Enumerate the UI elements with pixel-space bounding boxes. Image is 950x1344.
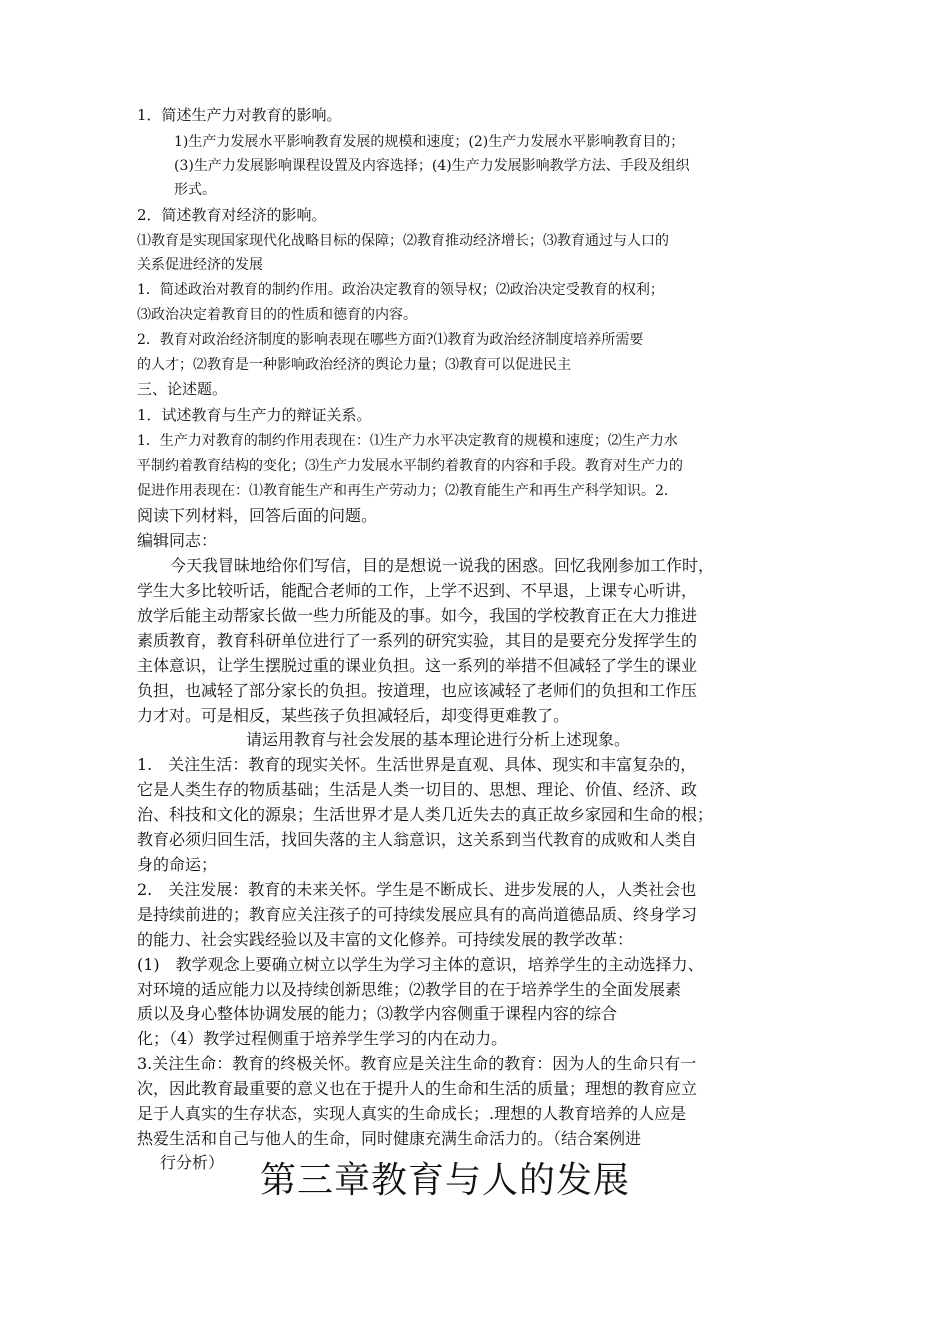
answer-line: 化；（4）教学过程侧重于培养学生学习的内在动力。 (137, 1029, 508, 1048)
answer-line: 的能力、社会实践经验以及丰富的文化修养。可持续发展的教学改革： (137, 930, 634, 949)
answer-line: 身的命运； (137, 855, 218, 874)
letter-salutation: 编辑同志： (137, 531, 218, 550)
letter-line: 放学后能主动帮家长做一些力所能及的事。如今，我国的学校教育正在大力推进 (137, 606, 698, 625)
answer-line: 行分析） (160, 1153, 225, 1172)
answer-line: 形式。 (174, 182, 216, 198)
answer-line: 阅读下列材料，回答后面的问题。 (137, 506, 378, 525)
letter-line: 素质教育，教育科研单位进行了一系列的研究实验，其目的是要充分发挥学生的 (137, 631, 698, 650)
answer-line: 治、科技和文化的源泉；生活世界才是人类几近失去的真正故乡家园和生命的根； (137, 805, 714, 824)
answer-line: 质以及身心整体协调发展的能力；⑶教学内容侧重于课程内容的综合 (137, 1004, 618, 1023)
question-heading: 2．简述教育对经济的影响。 (137, 206, 327, 224)
answer-line: 促进作用表现在：⑴教育能生产和再生产劳动力；⑵教育能生产和再生产科学知识。2． (137, 483, 678, 499)
answer-line: 对环境的适应能力以及持续创新思维；⑵教学目的在于培养学生的全面发展素 (137, 980, 682, 999)
answer-line: (3)生产力发展影响课程设置及内容选择；(4)生产力发展影响教学方法、手段及组织 (174, 158, 690, 174)
answer-line: 是持续前进的；教育应关注孩子的可持续发展应具有的高尚道德品质、终身学习 (137, 905, 698, 924)
answer-line: 平制约着教育结构的变化；⑶生产力发展水平制约着教育的内容和手段。教育对生产力的 (137, 458, 683, 474)
letter-line: 今天我冒昧地给你们写信，目的是想说一说我的困惑。回忆我刚参加工作时， (170, 556, 715, 575)
answer-line: 1．简述政治对教育的制约作用。政治决定教育的领导权；⑵政治决定受教育的权利； (137, 282, 664, 298)
question-heading: 1．试述教育与生产力的辩证关系。 (137, 406, 372, 424)
answer-line: 1)生产力发展水平影响教育发展的规模和速度；(2)生产力发展水平影响教育目的； (174, 134, 685, 150)
answer-line: ⑶政治决定着教育目的的性质和德育的内容。 (137, 307, 417, 323)
chapter-title: 第三章教育与人的发展 (260, 1160, 631, 1201)
answer-line: 1．生产力对教育的制约作用表现在：⑴生产力水平决定教育的规模和速度；⑵生产力水 (137, 433, 678, 449)
answer-line: 的人才；⑵教育是一种影响政治经济的舆论力量；⑶教育可以促进民主 (137, 357, 571, 373)
section-heading: 三、论述题。 (137, 380, 228, 398)
letter-line: 主体意识，让学生摆脱过重的课业负担。这一系列的举措不但减轻了学生的课业 (137, 656, 698, 675)
answer-line: (1) 教学观念上要确立树立以学生为学习主体的意识，培养学生的主动选择力、 (137, 955, 704, 974)
answer-line: 足于人真实的生存状态，实现人真实的生命成长；.理想的人教育培养的人应是 (137, 1104, 687, 1123)
letter-line: 力才对。可是相反，某些孩子负担减轻后，却变得更难教了。 (137, 706, 570, 725)
letter-line: 学生大多比较听话，能配合老师的工作，上学不迟到、不早退，上课专心听讲， (137, 581, 698, 600)
question-heading: 1．简述生产力对教育的影响。 (137, 106, 342, 124)
answer-line: 3.关注生命：教育的终极关怀。教育应是关注生命的教育：因为人的生命只有一 (137, 1054, 697, 1073)
answer-line: 2．教育对政治经济制度的影响表现在哪些方面?⑴教育为政治经济制度培养所需要 (137, 332, 644, 348)
answer-line: 教育必须归回生活，找回失落的主人翁意识，这关系到当代教育的成败和人类自 (137, 830, 698, 849)
answer-line: 2. 关注发展：教育的未来关怀。学生是不断成长、进步发展的人，人类社会也 (137, 880, 697, 899)
answer-line: 1. 关注生活：教育的现实关怀。生活世界是直观、具体、现实和丰富复杂的， (137, 755, 697, 774)
answer-line: 次，因此教育最重要的意义也在于提升人的生命和生活的质量；理想的教育应立 (137, 1079, 698, 1098)
answer-line: ⑴教育是实现国家现代化战略目标的保障；⑵教育推动经济增长；⑶教育通过与人口的 (137, 233, 669, 249)
answer-line: 热爱生活和自己与他人的生命，同时健康充满生命活力的。（结合案例进 (137, 1129, 642, 1148)
answer-line: 它是人类生存的物质基础；生活是人类一切目的、思想、理论、价值、经济、政 (137, 780, 698, 799)
answer-line: 关系促进经济的发展 (137, 257, 263, 273)
analysis-prompt: 请运用教育与社会发展的基本理论进行分析上述现象。 (246, 730, 631, 749)
letter-line: 负担，也减轻了部分家长的负担。按道理，也应该减轻了老师们的负担和工作压 (137, 681, 698, 700)
